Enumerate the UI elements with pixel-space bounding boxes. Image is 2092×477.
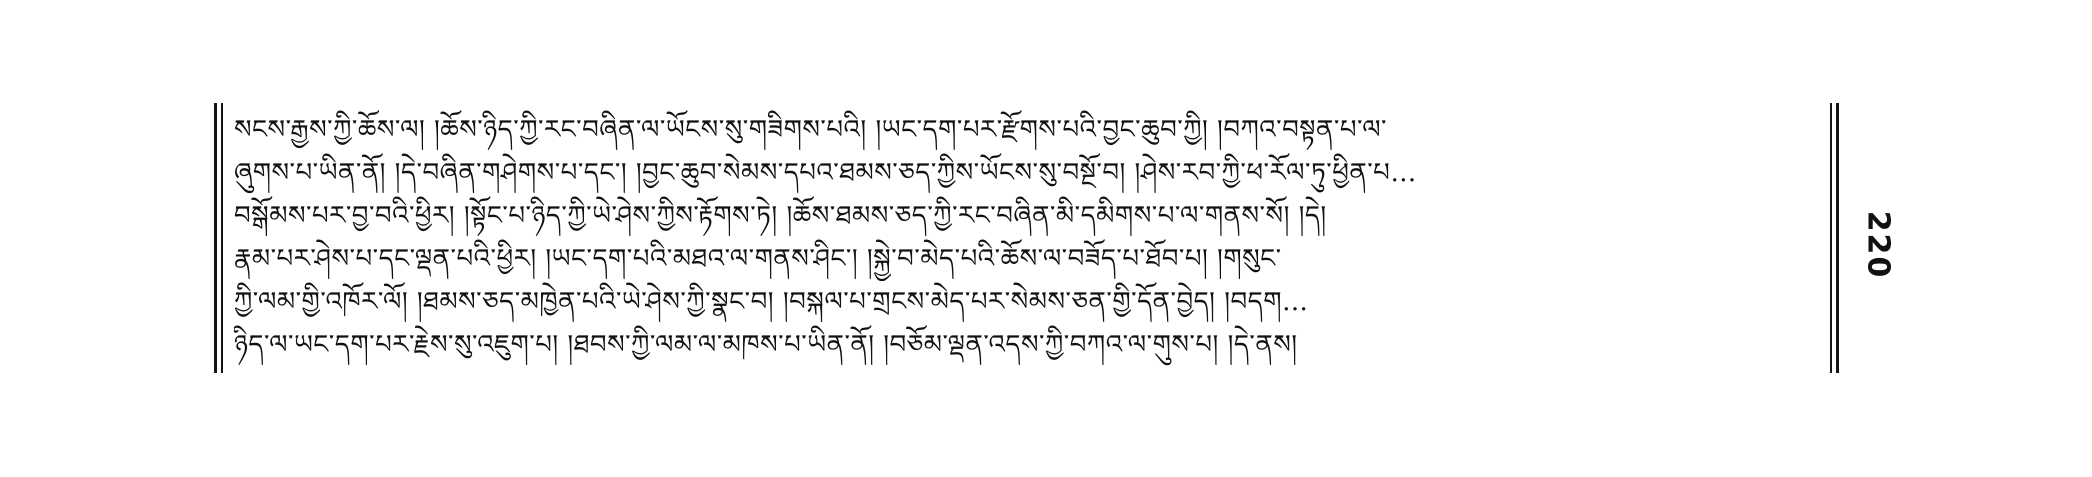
left-border-rule-inner [221, 103, 223, 373]
text-lines [234, 109, 1824, 367]
text-line-3: བསྒོམས་པར་བྱ་བའི་ཕྱིར། །སྟོང་པ་ཉིད་ཀྱི་ཡེ་ཤེས་ཀྱིས་རྟོགས་ཏེ། །ཆོས་ཐམས་ཅད་ཀྱི་རང་བཞིན་མི་དམིགས་པ་ལ་གནས་སོ། །དེ། [234, 201, 1327, 231]
text-block-frame [214, 103, 1840, 373]
folio-number-text: 220 [1860, 210, 1896, 280]
text-line-5: ཀྱི་ལམ་གྱི་འཁོར་ལོ། །ཐམས་ཅད་མཁྱེན་པའི་ཡེ་ཤེས་ཀྱི་སྣང་བ། །བསྐལ་པ་གྲངས་མེད་པར་སེམས་ཅན་གྱི་དོན་བྱེད། །བདག… [234, 287, 1309, 317]
left-border-rule-outer [214, 103, 217, 373]
folio-number [1858, 200, 1898, 290]
text-line-6: ཉིད་ལ་ཡང་དག་པར་རྗེས་སུ་འཇུག་པ། །ཐབས་ཀྱི་ལམ་ལ་མཁས་པ་ཡིན་ནོ། །བཅོམ་ལྡན་འདས་ཀྱི་བཀའ་ལ་གུས་པ། །དེ་ནས། [234, 330, 1298, 360]
text-line-2: ཞུགས་པ་ཡིན་ནོ། །དེ་བཞིན་གཤེགས་པ་དང་། །བྱང་ཆུབ་སེམས་དཔའ་ཐམས་ཅད་ཀྱིས་ཡོངས་སུ་བསྔོ་བ། །ཤེས་རབ་ཀྱི་ཕ་རོལ་ཏུ་ཕྱིན་པ… [234, 158, 1417, 188]
text-line-4: རྣམ་པར་ཤེས་པ་དང་ལྡན་པའི་ཕྱིར། །ཡང་དག་པའི་མཐའ་ལ་གནས་ཤིང་། །སྐྱེ་བ་མེད་པའི་ཆོས་ལ་བཟོད་པ་ཐོབ་པ། །གསུང་ [234, 244, 1282, 274]
right-border-rule-inner [1830, 103, 1832, 373]
right-border-rule-outer [1836, 103, 1839, 373]
text-line-1: སངས་རྒྱས་ཀྱི་ཆོས་ལ། །ཆོས་ཉིད་ཀྱི་རང་བཞིན་ལ་ཡོངས་སུ་གཟིགས་པའི། །ཡང་དག་པར་རྫོགས་པའི་བྱང་ཆུབ་ཀྱི། །བཀའ་བསྟན་པ་ལ་ [234, 115, 1388, 145]
